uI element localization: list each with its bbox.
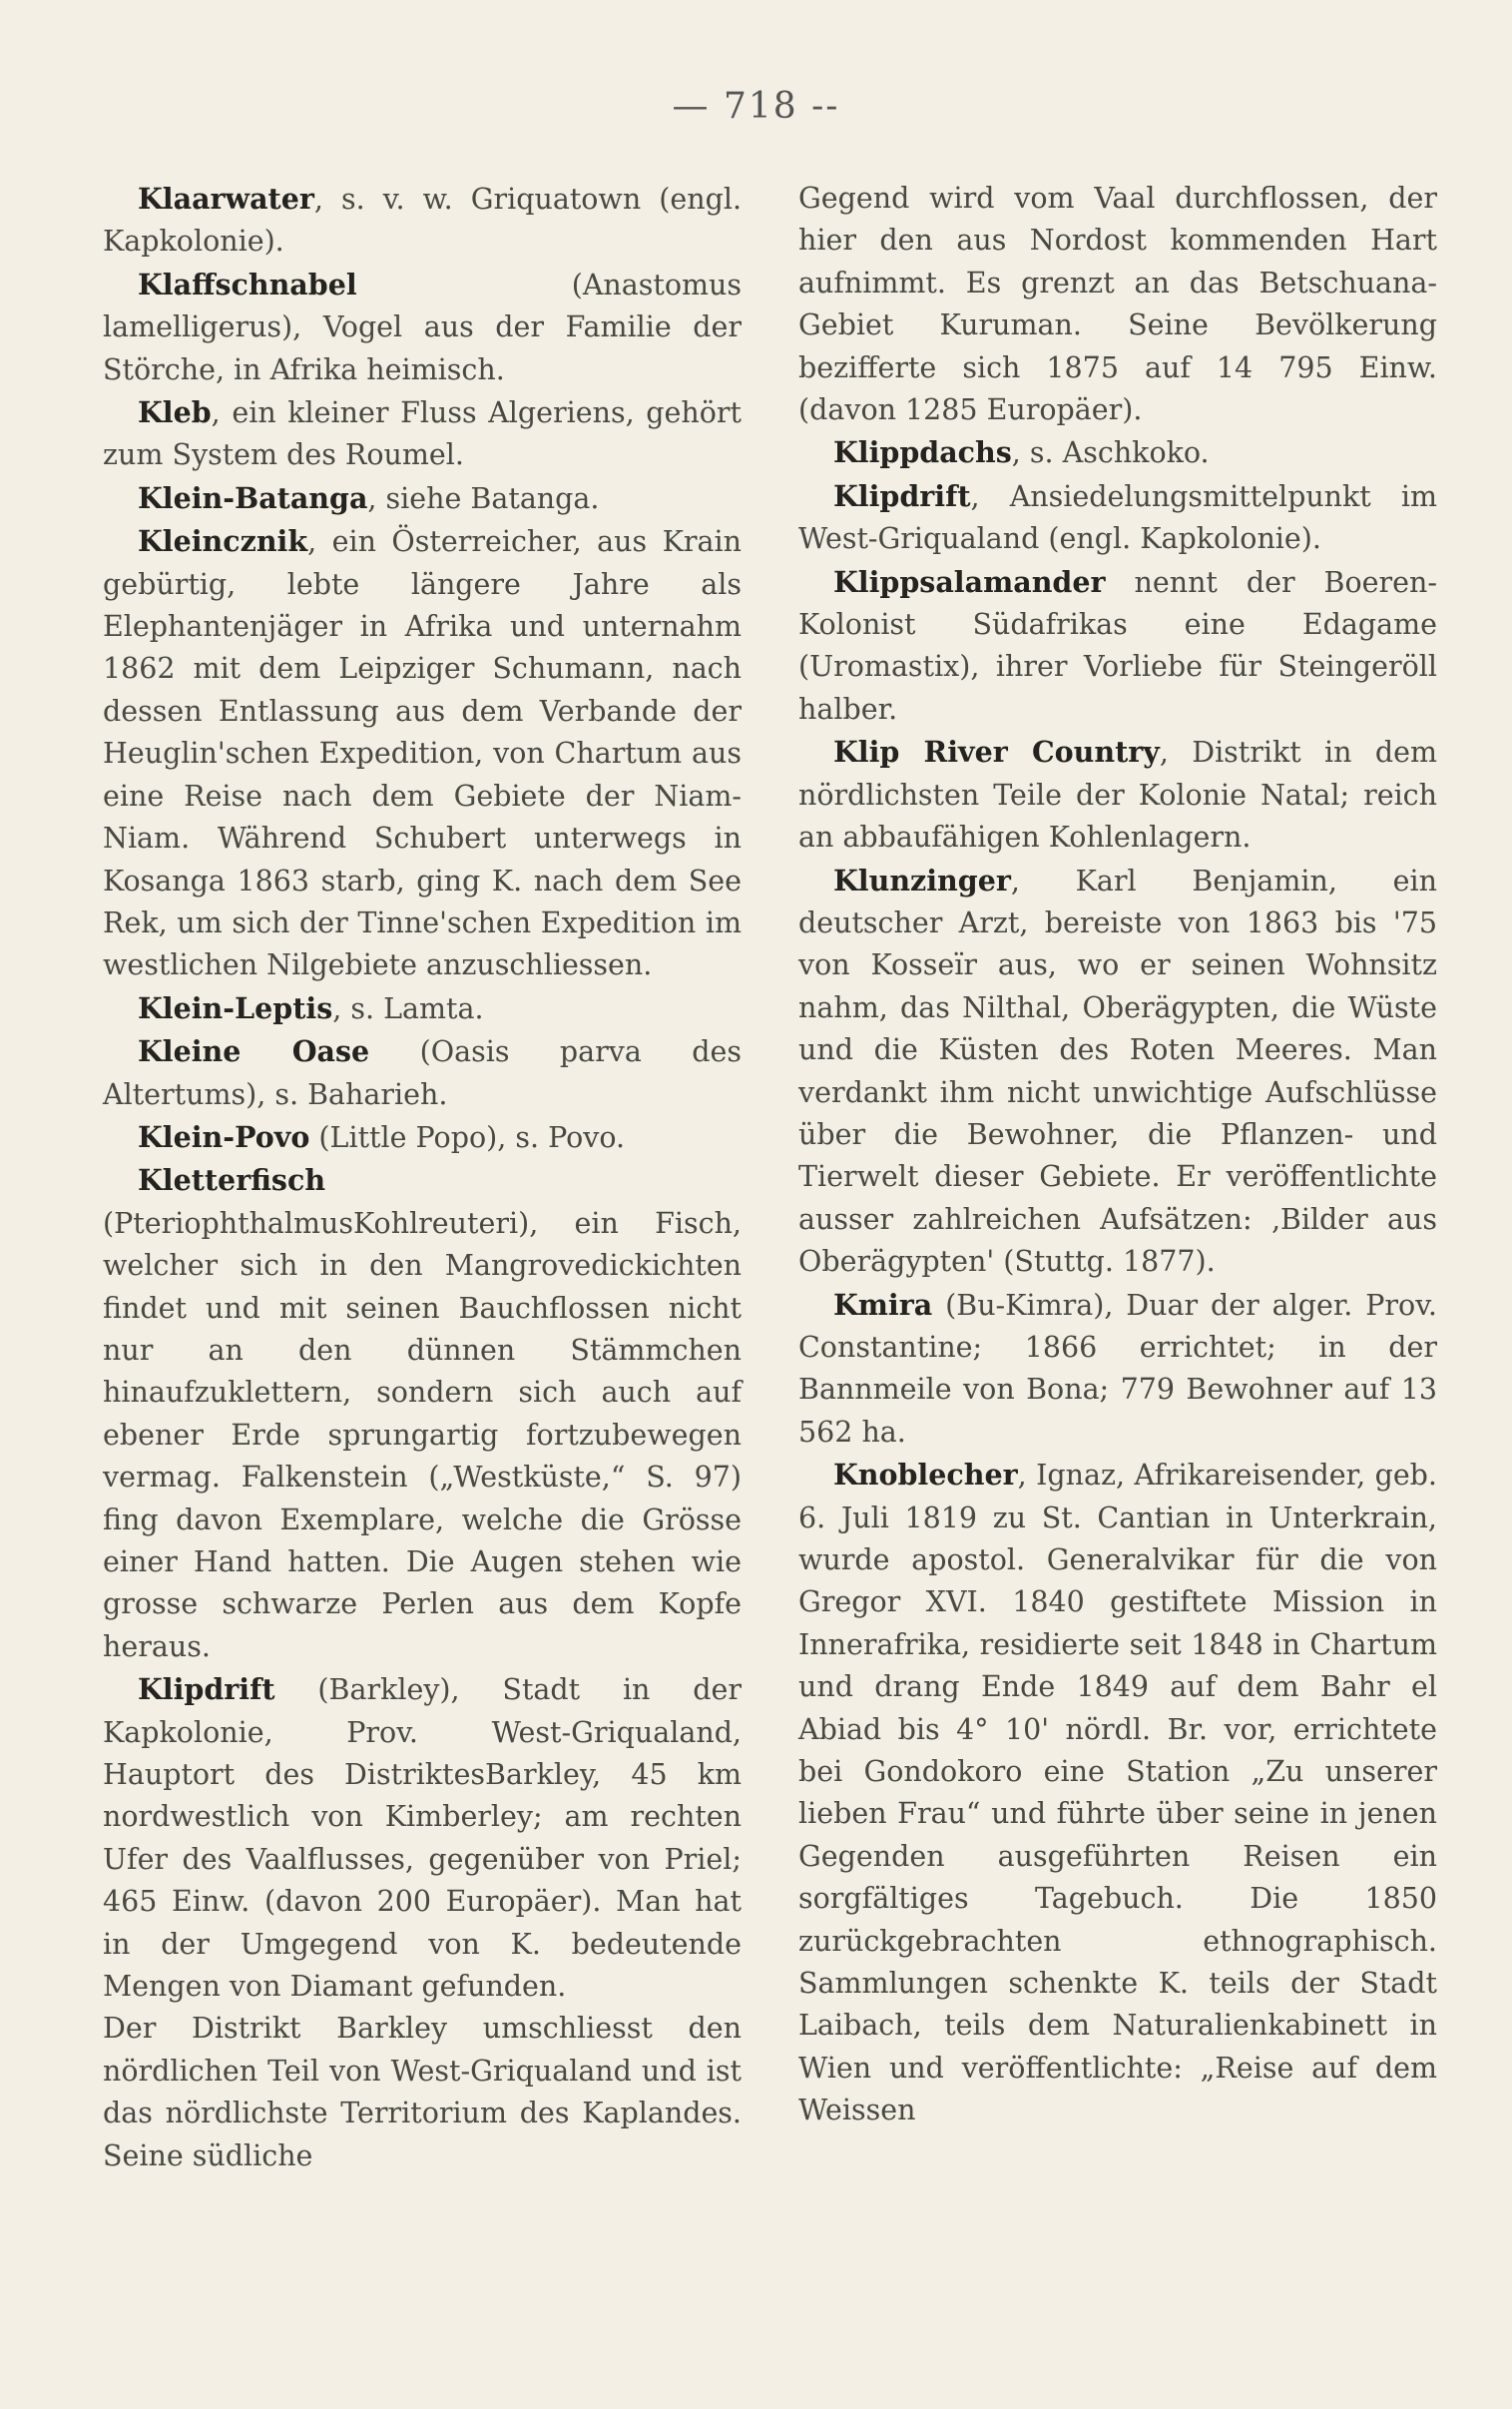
entry-headword: Knoblecher bbox=[833, 1458, 1018, 1493]
entry-text: nennt der Boeren-Kolonist Südafrikas eine Edagame (Uromastix), ihrer Vorliebe für Steingeröll halber. bbox=[798, 565, 1437, 726]
entry-headword: Klipdrift bbox=[833, 478, 971, 513]
dictionary-entry bbox=[103, 1668, 742, 2008]
entry-headword: Klein-Povo bbox=[138, 1119, 310, 1154]
dictionary-entry bbox=[798, 731, 1437, 859]
entry-text: (Barkley), Stadt in der Kapkolonie, Prov. West-Griqualand, Hauptort des DistriktesBarkley, 45 km nordwestlich von Kimberley; am rechten Ufer des Vaalflusses, gegenüber von Priel; 465 Einw. (davon 200 Europäer). Man hat in der Umgegend von K. bedeutende Mengen von Diamant gefunden. bbox=[103, 1673, 742, 2004]
dictionary-entry bbox=[103, 1116, 742, 1159]
entry-headword: Klaarwater bbox=[138, 182, 314, 216]
entry-headword: Klippsalamander bbox=[833, 564, 1106, 599]
entry-headword: Klaffschnabel bbox=[138, 267, 357, 301]
dictionary-entry bbox=[798, 561, 1437, 732]
entry-text: (Bu-Kimra), Duar der alger. Prov. Constantine; 1866 errichtet; in der Bannmeile von Bona; 779 Bewohner auf 13 562 ha. bbox=[798, 1288, 1437, 1449]
entry-headword: Kletterfisch bbox=[138, 1163, 326, 1198]
entry-headword: Klippdachs bbox=[833, 435, 1012, 470]
entry-headword: Kleine Oase bbox=[138, 1034, 370, 1069]
entry-text: (PteriophthalmusKohlreuteri), ein Fisch, welcher sich in den Mangrovedickichten findet und mit seinen Bauchflossen nicht nur an den dünnen Stämmchen hinaufzuklettern, sondern sich auch auf ebener Erde sprungartig fortzubewegen vermag. Falkenstein („Westküste,“ S. 97) fing davon Exemplare, welche die Grösse einer Hand hatten. Die Augen stehen wie grosse schwarze Perlen aus dem Kopfe heraus. bbox=[103, 1206, 742, 1663]
dictionary-entry bbox=[798, 431, 1437, 474]
entry-text: (Anastomus lamelligerus), Vogel aus der Familie der Störche, in Afrika heimisch. bbox=[103, 268, 742, 386]
dictionary-entry bbox=[103, 987, 742, 1030]
page-number: — 718 -- bbox=[672, 86, 840, 127]
dictionary-entry bbox=[103, 178, 742, 264]
entry-headword: Klunzinger bbox=[833, 863, 1011, 898]
entry-text: , s. Lamta. bbox=[332, 991, 484, 1025]
right-column bbox=[798, 178, 1437, 2132]
entry-text: , ein Österreicher, aus Krain gebürtig, lebte längere Jahre als Elephantenjäger in Afrika und unternahm 1862 mit dem Leipziger Schumann, nach dessen Entlassung aus dem Verbande der Heuglin'schen Expedition, von Chartum aus eine Reise nach dem Gebiete der Niam-Niam. Während Schubert unterwegs in Kosanga 1863 starb, ging K. nach dem See Rek, um sich der Tinne'schen Expedition im westlichen Nilgebiete anzuschliessen. bbox=[103, 525, 742, 982]
entry-text: , ein kleiner Fluss Algeriens, gehört zum System des Roumel. bbox=[103, 396, 742, 472]
dictionary-entry bbox=[103, 264, 742, 391]
entry-headword: Kleb bbox=[138, 395, 212, 430]
dictionary-entry bbox=[103, 1159, 742, 1668]
entry-text: , siehe Batanga. bbox=[367, 481, 600, 515]
entry-headword: Kmira bbox=[833, 1287, 933, 1322]
dictionary-entry bbox=[103, 1030, 742, 1116]
entry-text: (Oasis parva des Altertums), s. Baharieh. bbox=[103, 1035, 742, 1111]
entry-text: , Distrikt in dem nördlichsten Teile der Kolonie Natal; reich an abbaufähigen Kohlenlagern. bbox=[798, 736, 1437, 855]
entry-text: , Ansiedelungsmittelpunkt im West-Griqualand (engl. Kapkolonie). bbox=[798, 479, 1437, 556]
entry-text: , Ignaz, Afrikareisender, geb. 6. Juli 1819 zu St. Cantian in Unterkrain, wurde apostol. Generalvikar für die von Gregor XVI. 1840 gestiftete Mission in Innerafrika, residierte seit 1848 in Chartum und drang Ende 1849 auf dem Bahr el Abiad bis 4° 10' nördl. Br. vor, errichtete bei Gondokoro eine Station „Zu unserer lieben Frau“ und führte über seine in jenen Gegenden ausgeführten Reisen ein sorgfältiges Tagebuch. Die 1850 zurückgebrachten ethnographisch. Sammlungen schenkte K. teils der Stadt Laibach, teils dem Naturalienkabinett in Wien und veröffentlichte: „Reise auf dem Weissen bbox=[798, 1459, 1437, 2127]
dictionary-entry bbox=[103, 2008, 742, 2177]
entry-text: Der Distrikt Barkley umschliesst den nördlichen Teil von West-Griqualand und ist das nördlichste Territorium des Kaplandes. Seine südliche bbox=[103, 2012, 742, 2172]
entry-headword: Klipdrift bbox=[138, 1672, 275, 1707]
entry-text: , s. v. w. Griquatown (engl. Kapkolonie). bbox=[103, 183, 742, 259]
left-column bbox=[103, 178, 742, 2177]
entry-text: (Little Popo), s. Povo. bbox=[309, 1120, 626, 1154]
dictionary-entry bbox=[798, 860, 1437, 1284]
dictionary-entry bbox=[103, 520, 742, 986]
dictionary-entry bbox=[103, 477, 742, 520]
entry-headword: Klein-Leptis bbox=[138, 990, 333, 1025]
entry-text: Gegend wird vom Vaal durchflossen, der hier den aus Nordost kommenden Hart aufnimmt. Es grenzt an das Betschuana-Gebiet Kuruman. Seine Bevölkerung bezifferte sich 1875 auf 14 795 Einw. (davon 1285 Europäer). bbox=[798, 182, 1437, 427]
entry-text: , s. Aschkoko. bbox=[1011, 436, 1210, 470]
dictionary-entry bbox=[798, 178, 1437, 431]
entry-text: , Karl Benjamin, ein deutscher Arzt, bereiste von 1863 bis '75 von Kosseïr aus, wo er seinen Wohnsitz nahm, das Nilthal, Oberägypten, die Wüste und die Küsten des Roten Meeres. Man verdankt ihm nicht unwichtige Aufschlüsse über die Bewohner, die Pflanzen- und Tierwelt dieser Gebiete. Er veröffentlichte ausser zahlreichen Aufsätzen: ‚Bilder aus Oberägypten' (Stuttg. 1877). bbox=[798, 864, 1437, 1279]
entry-headword: Klein-Batanga bbox=[138, 480, 368, 515]
dictionary-entry bbox=[798, 1284, 1437, 1455]
entry-headword: Kleincznik bbox=[138, 524, 308, 559]
entry-headword: Klip River Country bbox=[833, 735, 1160, 770]
dictionary-entry bbox=[103, 391, 742, 477]
dictionary-entry bbox=[798, 1454, 1437, 2132]
dictionary-entry bbox=[798, 475, 1437, 561]
